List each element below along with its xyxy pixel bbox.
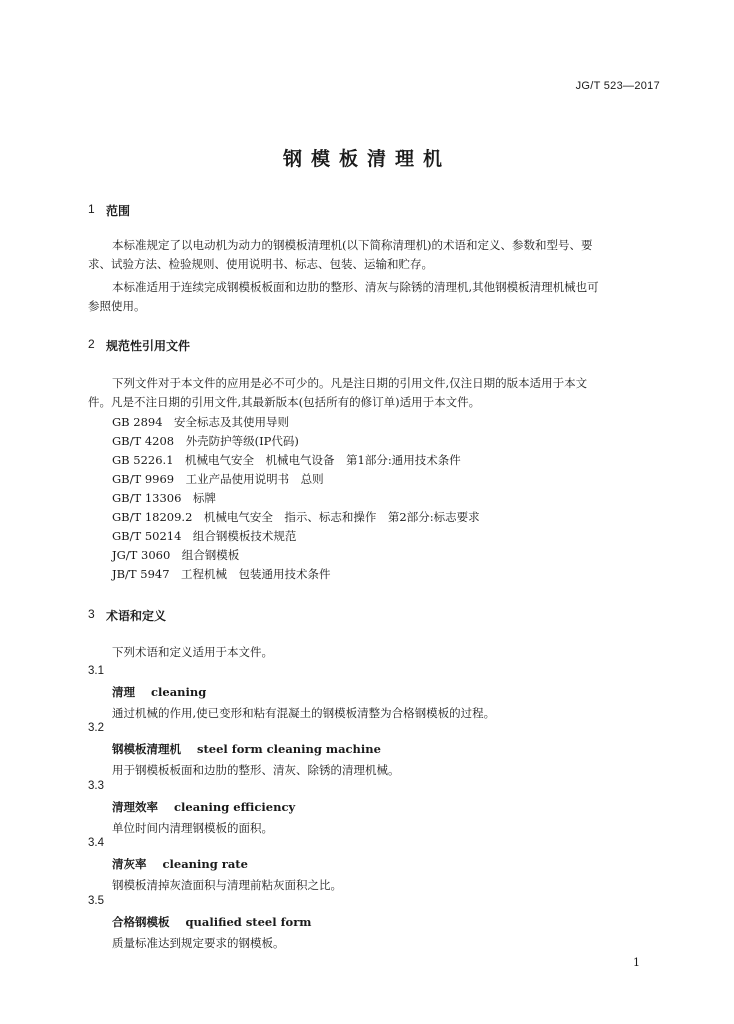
section-1-title: 范围 [106, 204, 131, 218]
section-2-intro-line2: 件。凡是不注日期的引用文件,其最新版本(包括所有的修订单)适用于本文件。 [88, 395, 481, 409]
term-en: steel form cleaning machine [197, 742, 381, 756]
term-zh: 清理 [112, 685, 135, 699]
section-2-title: 规范性引用文件 [106, 339, 191, 353]
term-number: 3.5 [88, 895, 104, 907]
reference-item: GB/T 4208 外壳防护等级(IP代码) [112, 434, 299, 448]
reference-item: GB 2894 安全标志及其使用导则 [112, 415, 290, 429]
section-1-p2-line2: 参照使用。 [88, 299, 146, 313]
term-heading [112, 914, 311, 930]
reference-item: GB/T 13306 标牌 [112, 491, 216, 505]
section-3-title: 术语和定义 [106, 609, 167, 623]
section-1-number: 1 [88, 202, 95, 216]
term-number: 3.1 [88, 665, 104, 677]
reference-item: GB/T 18209.2 机械电气安全 指示、标志和操作 第2部分:标志要求 [112, 510, 480, 524]
term-number: 3.2 [88, 722, 104, 734]
reference-item: GB/T 9969 工业产品使用说明书 总则 [112, 472, 324, 486]
section-1-p1-line2: 求、试验方法、检验规则、使用说明书、标志、包装、运输和贮存。 [88, 257, 433, 271]
term-definition: 通过机械的作用,使已变形和粘有混凝土的钢模板清整为合格钢模板的过程。 [112, 706, 496, 720]
term-heading [112, 741, 381, 757]
term-definition: 用于钢模板板面和边肋的整形、清灰、除锈的清理机械。 [112, 763, 400, 777]
term-zh: 合格钢模板 [112, 915, 170, 929]
term-en: qualified steel form [185, 915, 312, 929]
section-2-intro-line1: 下列文件对于本文件的应用是必不可少的。凡是注日期的引用文件,仅注日期的版本适用于本文 [112, 376, 588, 390]
term-definition: 钢模板清掉灰渣面积与清理前粘灰面积之比。 [112, 878, 342, 892]
section-2-number: 2 [88, 337, 95, 351]
reference-item: GB 5226.1 机械电气安全 机械电气设备 第1部分:通用技术条件 [112, 453, 461, 467]
term-heading [112, 684, 206, 700]
section-3-intro: 下列术语和定义适用于本文件。 [112, 645, 273, 659]
standard-code: JG/T 523—2017 [575, 80, 660, 92]
term-heading [112, 799, 295, 815]
document-title: 钢模板清理机 [282, 148, 451, 170]
term-zh: 清灰率 [112, 857, 147, 871]
term-number: 3.3 [88, 780, 104, 792]
term-definition: 质量标准达到规定要求的钢模板。 [112, 936, 285, 950]
term-number: 3.4 [88, 837, 104, 849]
term-definition: 单位时间内清理钢模板的面积。 [112, 821, 273, 835]
term-zh: 清理效率 [112, 800, 158, 814]
term-en: cleaning rate [162, 857, 248, 871]
term-heading [112, 856, 248, 872]
page-number: 1 [633, 956, 640, 969]
section-3-number: 3 [88, 607, 95, 621]
reference-item: JG/T 3060 组合钢模板 [112, 548, 240, 562]
term-zh: 钢模板清理机 [112, 742, 181, 756]
section-1-p2-line1: 本标准适用于连续完成钢模板板面和边肋的整形、清灰与除锈的清理机,其他钢模板清理机械也可 [112, 280, 599, 294]
section-1-p1-line1: 本标准规定了以电动机为动力的钢模板清理机(以下简称清理机)的术语和定义、参数和型号、要 [112, 238, 593, 252]
reference-item: GB/T 50214 组合钢模板技术规范 [112, 529, 297, 543]
term-en: cleaning efficiency [174, 800, 296, 814]
reference-item: JB/T 5947 工程机械 包装通用技术条件 [112, 567, 331, 581]
term-en: cleaning [151, 685, 207, 699]
